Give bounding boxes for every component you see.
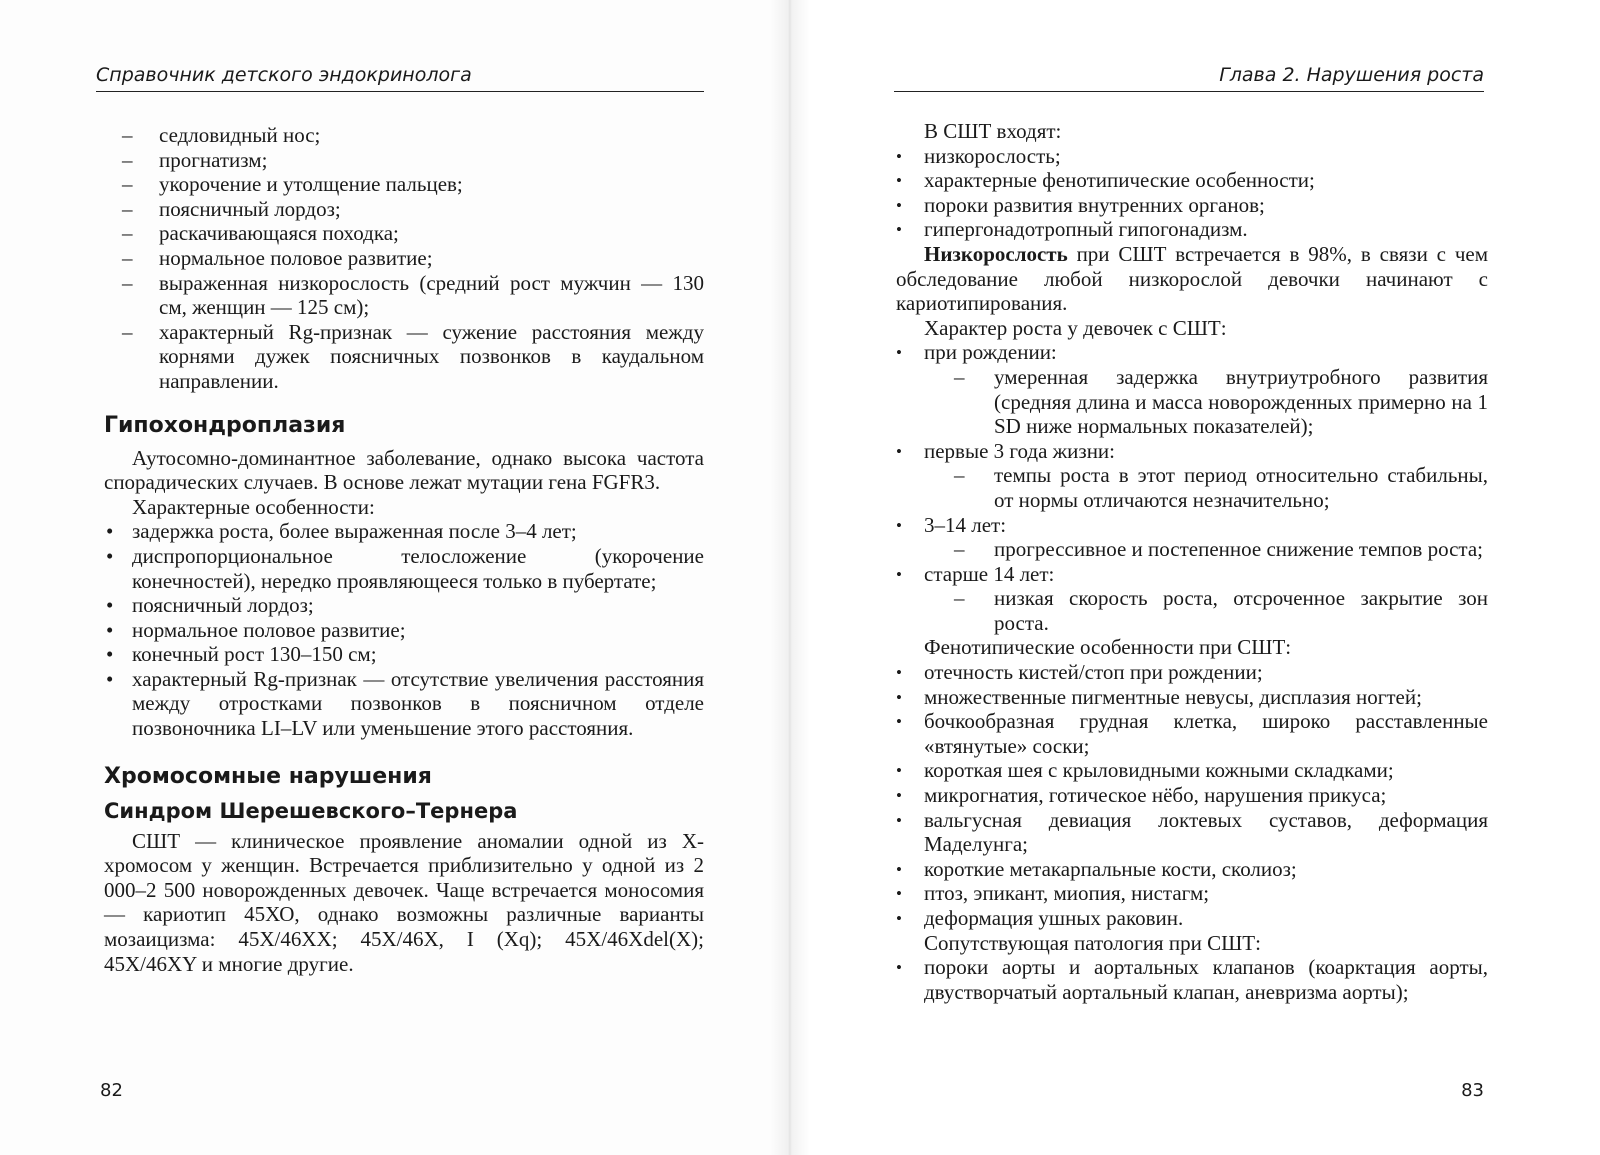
achondroplasia-features-list [104,123,704,394]
list-item: • задержка роста, более выраженная после 3–4 лет; [104,519,704,544]
left-page-content [104,123,704,976]
list-item: • низкорослость; [896,144,1488,169]
list-item: – седловидный нос; [104,123,704,148]
list-item: • птоз, эпикант, миопия, нистагм; [896,881,1488,906]
list-item: • пороки аорты и аортальных клапанов (коарктация аорты, двустворчатый аортальный клапан, аневризма аорты); [896,955,1488,1004]
list-item: • характерный Rg-признак — отсутствие увеличения расстояния между отростками позвонков в поясничном отделе позвоночника LI–LV или уменьшение этого расстояния. [104,667,704,741]
page-number-right: 83 [1461,1080,1484,1101]
growth-stage-detail: – прогрессивное и постепенное снижение темпов роста; [924,537,1488,562]
growth-stage-detail: – темпы роста в этот период относительно стабильны, от нормы отличаются незначительно; [924,463,1488,512]
left-page [0,0,790,1155]
growth-stage-item [896,340,1488,438]
growth-stage-label: 3–14 лет: [924,512,1007,537]
list-item: • множественные пигментные невусы, дисплазия ногтей; [896,685,1488,710]
hypochondroplasia-features-list [104,519,704,740]
list-item: – укорочение и утолщение пальцев; [104,172,704,197]
page-number-left: 82 [100,1080,123,1101]
list-item: • микрогнатия, готическое нёбо, нарушения прикуса; [896,783,1488,808]
list-item: • пороки развития внутренних органов; [896,193,1488,218]
book-gutter-shadow [770,0,810,1155]
phenotype-intro: Фенотипические особенности при СШТ: [924,635,1292,660]
growth-stage-item [896,513,1488,562]
turner-paragraph: СШТ — клиническое проявление аномалии одной из Х-хромосом у женщин. Встречается приблизительно у одной из 2 000–2 500 новорожденных девочек. Чаще встречается моносомия — кариотип 45ХО, однако возможны различные варианты мозаицизма: 45Х/46ХХ; 45Х/46Х, I (Xq); 45X/46Xdel(X); 45Х/46ХY и многие другие. [104,828,704,976]
growth-stage-label: первые 3 года жизни: [924,438,1115,463]
short-stature-term: Низкорослость [924,241,1068,266]
list-item: – прогнатизм; [104,148,704,173]
growth-stage-detail: – умеренная задержка внутриутробного развития (средняя длина и масса новорожденных примерно на 1 SD ниже нормальных показателей); [924,365,1488,439]
list-item: • гипергонадотропный гипогонадизм. [896,217,1488,242]
list-item: • отечность кистей/стоп при рождении; [896,660,1488,685]
growth-intro: Характер роста у девочек с СШТ: [924,315,1227,340]
growth-stage-label: при рождении: [924,340,1057,365]
list-item: – нормальное половое развитие; [104,246,704,271]
phenotype-list [896,660,1488,931]
list-item: • вальгусная девиация локтевых суставов, деформация Маделунга; [896,808,1488,857]
list-item: – поясничный лордоз; [104,197,704,222]
list-item: • короткие метакарпальные кости, сколиоз; [896,857,1488,882]
list-item: • конечный рост 130–150 см; [104,642,704,667]
right-page-content [896,119,1488,1004]
growth-stage-label: старше 14 лет: [924,561,1055,586]
comorbid-list [896,955,1488,1004]
subsection-heading-turner: Синдром Шерешевского–Тернера [104,798,518,823]
includes-list [896,144,1488,242]
list-item: • бочкообразная грудная клетка, широко расставленные «втянутые» соски; [896,709,1488,758]
list-item: • короткая шея с крыловидными кожными складками; [896,758,1488,783]
list-item: • характерные фенотипические особенности; [896,168,1488,193]
hypochondroplasia-paragraph: Аутосомно-доминантное заболевание, однако высока частота спорадических случаев. В основе лежат мутации гена FGFR3. [104,445,704,495]
list-item: • поясничный лордоз; [104,593,704,618]
running-head-right: Глава 2. Нарушения роста [894,64,1484,92]
growth-stage-item [896,439,1488,513]
short-stature-paragraph [896,242,1488,316]
list-item: • нормальное половое развитие; [104,618,704,643]
growth-stage-detail: – низкая скорость роста, отсроченное закрытие зон роста. [924,586,1488,635]
hypochondroplasia-features-intro: Характерные особенности: [132,494,375,519]
short-stature-text: при СШТ встречается в 98%, в связи с чем обследование любой низкорослой девочки начинают с кариотипирования. [896,241,1488,316]
running-head-left: Справочник детского эндокринолога [96,64,704,92]
list-item: – выраженная низкорослость (средний рост мужчин — 130 см, женщин — 125 см); [104,271,704,320]
section-heading-hypochondroplasia: Гипохондроплазия [104,412,346,438]
comorbid-intro: Сопутствующая патология при СШТ: [924,930,1261,955]
includes-intro: В СШТ входят: [924,119,1062,143]
list-item: • диспропорциональное телосложение (укорочение конечностей), нередко проявляющееся только в пубертате; [104,544,704,593]
list-item: – раскачивающаяся походка; [104,221,704,246]
list-item: – характерный Rg-признак — сужение расстояния между корнями дужек поясничных позвонков в каудальном направлении. [104,320,704,394]
growth-stages-list [896,340,1488,635]
list-item: • деформация ушных раковин. [896,906,1488,931]
section-heading-chromosomal: Хромосомные нарушения [104,763,432,789]
right-page [790,0,1600,1155]
growth-stage-item [896,562,1488,636]
